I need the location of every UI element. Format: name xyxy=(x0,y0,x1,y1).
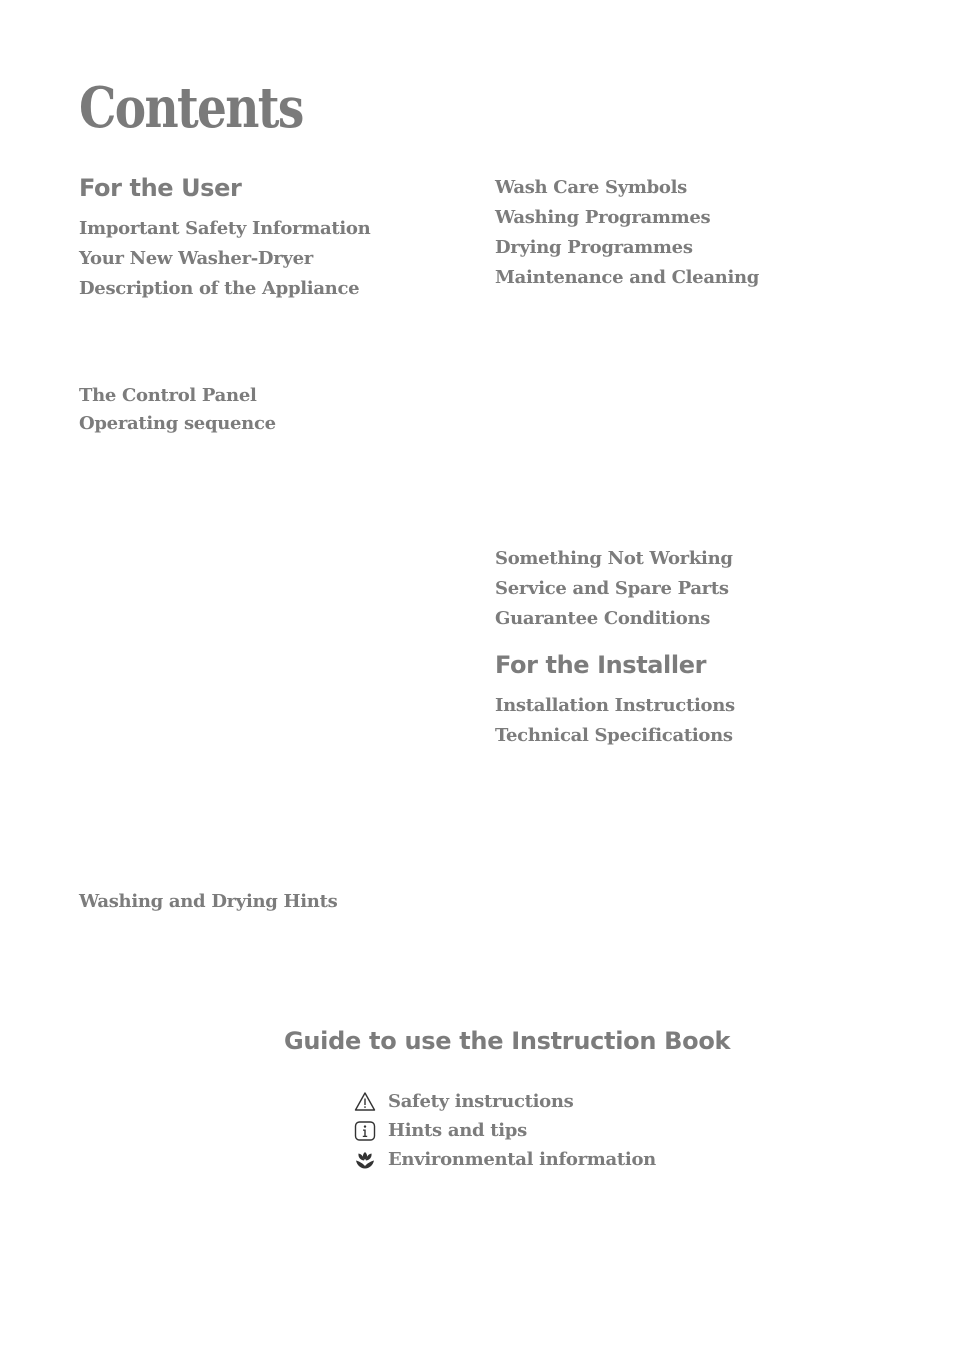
legend-item-hints xyxy=(354,1116,656,1145)
legend-label-safety: Safety instructions xyxy=(388,1091,574,1112)
user-toc-group-2 xyxy=(79,382,276,438)
toc-entry-wash-care-symbols[interactable]: Wash Care Symbols xyxy=(495,177,687,198)
user-toc-group-3 xyxy=(79,887,337,917)
toc-entry-washing-programmes[interactable]: Washing Programmes xyxy=(495,207,711,228)
legend-item-environment xyxy=(354,1145,656,1174)
toc-entry-safety-information[interactable]: Important Safety Information xyxy=(79,218,371,239)
info-icon xyxy=(354,1120,376,1142)
symbol-legend xyxy=(354,1087,656,1174)
user-toc-group-1 xyxy=(79,214,370,304)
toc-entry-installation-instructions[interactable]: Installation Instructions xyxy=(495,695,735,716)
guide-title: Guide to use the Instruction Book xyxy=(284,1027,731,1055)
installer-toc xyxy=(495,691,735,751)
toc-entry-technical-specifications[interactable]: Technical Specifications xyxy=(495,725,733,746)
toc-entry-description-appliance[interactable]: Description of the Appliance xyxy=(79,278,360,299)
legend-item-safety xyxy=(354,1087,656,1116)
warning-triangle-icon xyxy=(354,1091,376,1113)
toc-entry-drying-programmes[interactable]: Drying Programmes xyxy=(495,237,693,258)
toc-entry-maintenance-cleaning[interactable]: Maintenance and Cleaning xyxy=(495,267,760,288)
toc-entry-washing-drying-hints[interactable]: Washing and Drying Hints xyxy=(79,891,338,912)
page-title: Contents xyxy=(79,75,303,141)
toc-entry-control-panel[interactable]: The Control Panel xyxy=(79,385,257,406)
user-section-heading: For the User xyxy=(79,174,242,202)
toc-entry-operating-sequence[interactable]: Operating sequence xyxy=(79,413,276,434)
toc-entry-guarantee-conditions[interactable]: Guarantee Conditions xyxy=(495,608,711,629)
installer-section-heading: For the Installer xyxy=(495,651,707,679)
toc-entry-service-spare-parts[interactable]: Service and Spare Parts xyxy=(495,578,729,599)
right-toc-group-1 xyxy=(495,173,759,293)
toc-entry-something-not-working[interactable]: Something Not Working xyxy=(495,548,733,569)
legend-label-environment: Environmental information xyxy=(388,1149,656,1170)
toc-entry-new-washer-dryer[interactable]: Your New Washer-Dryer xyxy=(79,248,313,269)
environment-flower-icon xyxy=(354,1149,376,1171)
right-toc-group-2 xyxy=(495,544,733,634)
legend-label-hints: Hints and tips xyxy=(388,1120,527,1141)
